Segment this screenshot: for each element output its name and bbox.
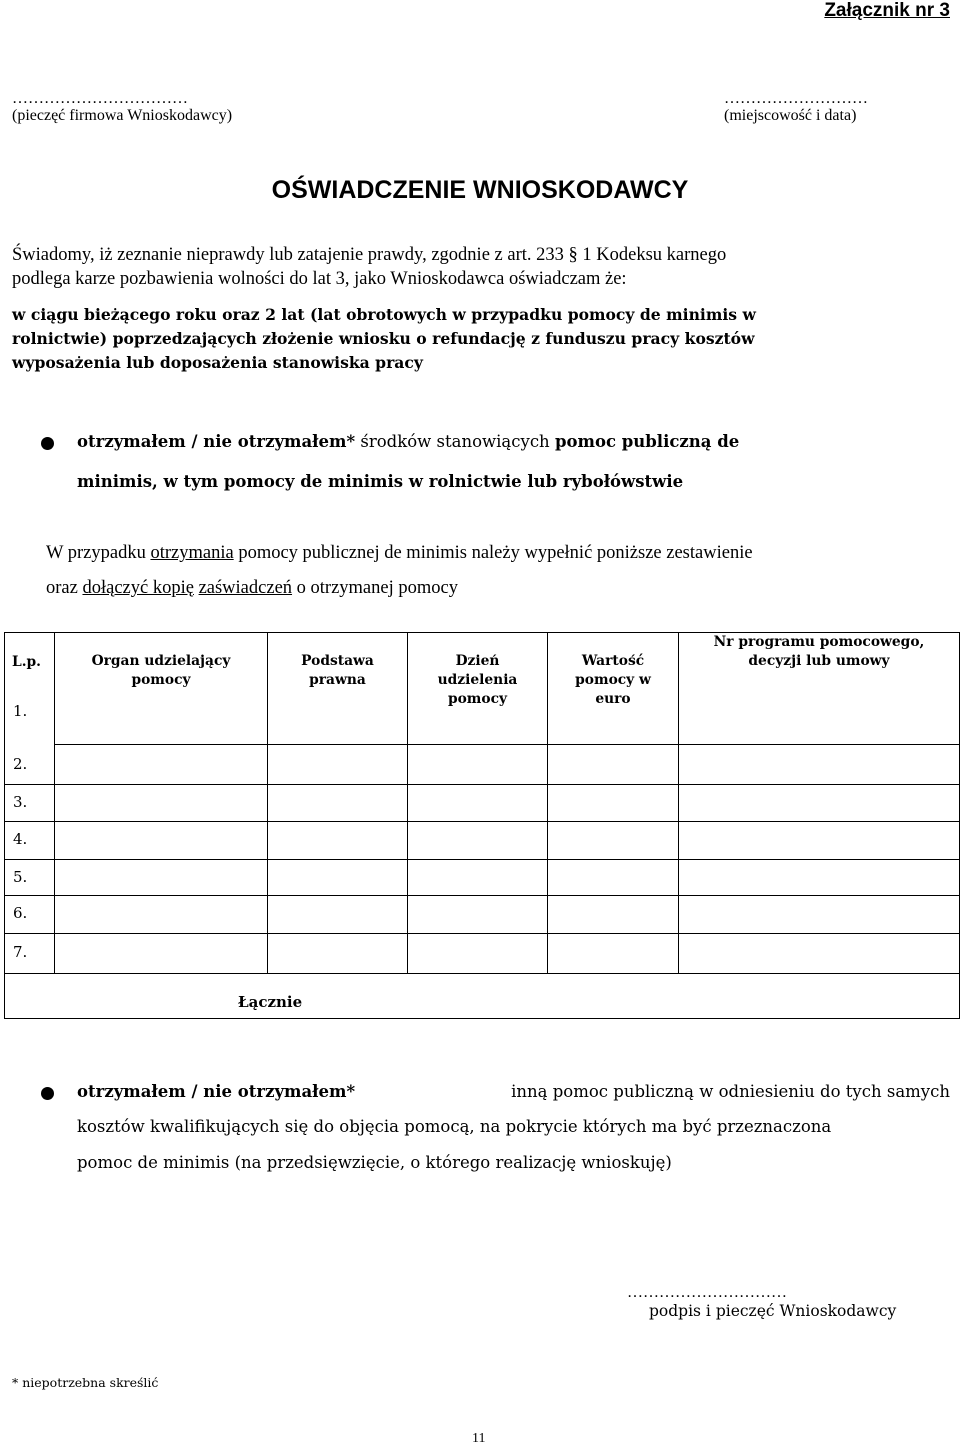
place-date-label: (miejscowość i data) xyxy=(724,107,857,124)
item2-line-3: pomoc de minimis (na przedsięwzięcie, o którego realizację wnioskuję) xyxy=(77,1153,672,1172)
table-row[interactable] xyxy=(5,785,960,822)
row-number: 7. xyxy=(13,943,28,961)
aid-table xyxy=(4,632,960,1019)
annex-label: Załącznik nr 3 xyxy=(824,0,950,21)
item1-line-1[interactable] xyxy=(77,432,950,451)
header-basis-label: Podstawa prawna xyxy=(301,653,374,688)
instruction-underlined: otrzymania xyxy=(150,543,234,563)
place-date-dots: ……………………… xyxy=(724,90,868,107)
item2-line-2: kosztów kwalifikujących się do objęcia pomocą, na pokrycie których ma być przeznaczona xyxy=(77,1117,832,1136)
declaration-line-2: rolnictwie) poprzedzających złożenie wniosku o refundację z funduszu pracy kosztów xyxy=(12,329,755,348)
header-cell-basis[interactable] xyxy=(268,633,408,745)
table-row[interactable] xyxy=(5,934,960,974)
instruction-text: o otrzymanej pomocy xyxy=(292,578,458,598)
instruction-underlined: dołączyć kopię xyxy=(82,578,194,598)
table-header-row xyxy=(5,633,960,745)
instruction-underlined: zaświadczeń xyxy=(198,578,293,598)
item2-text: inną pomoc publiczną w odniesieniu do tych samych xyxy=(511,1082,950,1101)
table-row[interactable] xyxy=(5,860,960,896)
header-lp-label: L.p. xyxy=(12,654,41,670)
item1-bold-end: pomoc publiczną de xyxy=(554,432,740,451)
page-title: OŚWIADCZENIE WNIOSKODAWCY xyxy=(271,176,689,204)
header-organ-label: Organ udzielający pomocy xyxy=(91,653,231,688)
intro-text-end: 1 Kodeksu karnego xyxy=(577,245,727,265)
instruction-text: pomocy publicznej de minimis należy wypełnić poniższe zestawienie xyxy=(233,543,753,563)
table-total-row[interactable] xyxy=(5,974,960,1019)
row-number: 6. xyxy=(13,904,28,922)
item2-line-1[interactable] xyxy=(77,1082,950,1101)
instruction-line-2 xyxy=(46,576,458,600)
bullet-icon xyxy=(41,1087,54,1100)
instruction-text: W przypadku xyxy=(46,543,151,563)
header-program-label: Nr programu pomocowego, decyzji lub umowy xyxy=(713,634,925,669)
header-value-label: Wartość pomocy w euro xyxy=(575,653,651,707)
instruction-line-1 xyxy=(46,541,753,565)
table-row[interactable] xyxy=(5,745,960,785)
header-cell-date[interactable] xyxy=(408,633,548,745)
instruction-text: oraz xyxy=(46,578,83,598)
intro-text-start: Świadomy, iż zeznanie nieprawdy lub zatajenie prawdy, zgodnie z art. 233 xyxy=(12,245,569,265)
footnote: * niepotrzebna skreślić xyxy=(12,1375,159,1390)
bullet-icon xyxy=(41,437,54,450)
row-number: 4. xyxy=(13,830,28,848)
signature-dots: ………………………… xyxy=(627,1284,787,1301)
intro-line-1 xyxy=(12,243,726,267)
header-cell-lp xyxy=(5,633,55,745)
row-number: 5. xyxy=(13,868,28,886)
declaration-line-3: wyposażenia lub doposażenia stanowiska pracy xyxy=(12,353,423,372)
item1-choice: otrzymałem / nie otrzymałem* xyxy=(77,432,356,451)
header-cell-program[interactable] xyxy=(679,633,960,745)
row-number: 1. xyxy=(13,702,28,720)
section-sign: § xyxy=(568,245,578,265)
header-cell-organ[interactable] xyxy=(55,633,268,745)
declaration-line-1: w ciągu bieżącego roku oraz 2 lat (lat obrotowych w przypadku pomocy de minimis w xyxy=(12,305,756,324)
stamp-label: (pieczęć firmowa Wnioskodawcy) xyxy=(12,107,233,124)
item1-text: środków stanowiących xyxy=(355,432,555,451)
table-row[interactable] xyxy=(5,896,960,934)
signature-label: podpis i pieczęć Wnioskodawcy xyxy=(649,1302,897,1320)
item2-choice: otrzymałem / nie otrzymałem* xyxy=(77,1082,356,1101)
page-number: 11 xyxy=(472,1431,486,1446)
intro-line-2: podlega karze pozbawienia wolności do lat 3, jako Wnioskodawca oświadczam że: xyxy=(12,269,627,289)
item1-line-2: minimis, w tym pomocy de minimis w rolnictwie lub rybołówstwie xyxy=(77,472,684,491)
row-number: 2. xyxy=(13,754,28,773)
stamp-dots: …………………………… xyxy=(12,90,188,107)
table-row[interactable] xyxy=(5,822,960,860)
header-cell-value[interactable] xyxy=(548,633,679,745)
total-label: Łącznie xyxy=(238,993,303,1011)
row-number: 3. xyxy=(13,793,28,811)
header-date-label: Dzień udzielenia pomocy xyxy=(437,653,518,707)
